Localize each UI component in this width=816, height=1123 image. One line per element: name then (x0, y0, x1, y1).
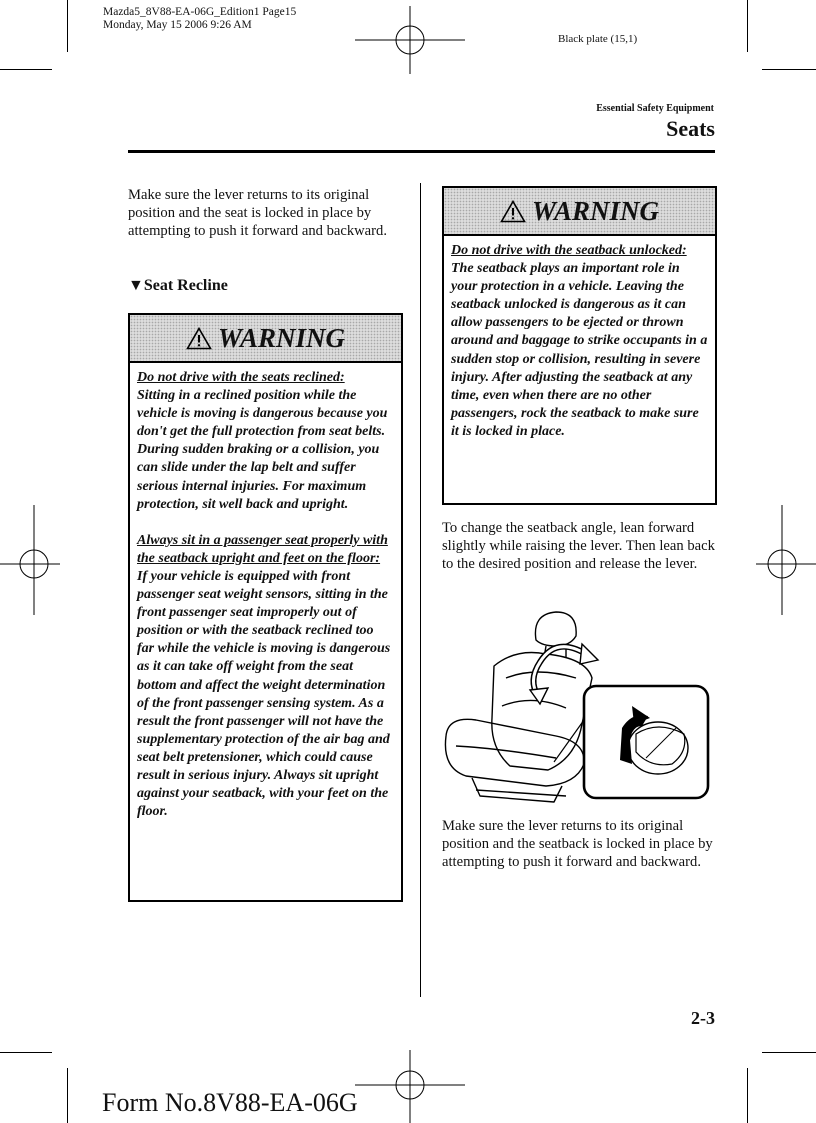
print-info (103, 6, 296, 32)
recline-instruction: To change the seatback angle, lean forward slightly while raising the lever. Then lean back to the desired position and release the lever. (442, 520, 715, 572)
registration-mark-left (0, 505, 60, 615)
warning-body (130, 363, 401, 827)
warning-header (130, 315, 401, 363)
column-divider (420, 183, 421, 997)
plate-label: Black plate (15,1) (558, 33, 638, 45)
registration-mark-bottom (355, 1050, 465, 1123)
warning-heading: Do not drive with the seatback unlocked: (451, 243, 687, 258)
subhead-label: Seat Recline (143, 277, 228, 294)
warning-text-2: If your vehicle is equipped with front passenger seat weight sensors, sitting in the front passenger seat improperly out of position or with the seatback reclined too far while the vehicle is moving is dangerous as it can take off weight from the seat bottom and affect the weight determination of the front passenger sensing system. As a result the front passenger will not have the supplementary protection of the air bag and seat belt pretensioner, which could cause result in serious injury. Always sit upright against your seatback, with your feet on the floor. (137, 568, 391, 820)
section-label: Essential Safety Equipment (596, 103, 714, 114)
warning-header (444, 188, 715, 236)
warning-triangle-icon (186, 327, 212, 350)
crop-mark (762, 69, 816, 70)
crop-mark (747, 0, 748, 52)
header-rule (128, 150, 715, 153)
registration-mark-right (756, 505, 816, 615)
crop-mark (67, 0, 68, 52)
warning-title: WARNING (531, 195, 660, 226)
crop-mark (762, 1052, 816, 1053)
seat-recline-lever-illustration (436, 608, 716, 808)
print-date-line: Monday, May 15 2006 9:26 AM (103, 19, 252, 31)
warning-text: The seatback plays an important role in your protection in a vehicle. Leaving the seatback unlocked is dangerous as it can allow passengers to be ejected or thrown around and baggage to strike occupants in a sudden stop or collision, resulting in severe injury. After adjusting the seatback at any time, even when there are no other passengers, rock the seatback to make sure it is locked in place. (451, 261, 708, 439)
warning-text-1: Sitting in a reclined position while the vehicle is moving is dangerous because you don't get the full protection from seat belts. During sudden braking or a collision, you can slide under the lap belt and suffer serious internal injuries. For maximum protection, sit well back and upright. (137, 388, 388, 512)
warning-body (444, 236, 715, 447)
form-number: Form No.8V88-EA-06G (102, 1088, 358, 1117)
warning-heading-1: Do not drive with the seats reclined: (137, 370, 345, 385)
crop-mark (67, 1068, 68, 1123)
closing-instruction: Make sure the lever returns to its original position and the seatback is locked in place by attempting to push it forward and backward. (442, 818, 713, 870)
left-intro: Make sure the lever returns to its original position and the seat is locked in place by attempting to push it forward and backward. (128, 187, 387, 239)
registration-mark-top (355, 6, 465, 74)
warning-title: WARNING (217, 322, 346, 353)
print-file-line: Mazda5_8V88-EA-06G_Edition1 Page15 (103, 6, 297, 18)
warning-heading-2: Always sit in a passenger seat properly with the seatback upright and feet on the floor: (137, 532, 388, 566)
crop-mark (747, 1068, 748, 1123)
triangle-down-icon: ▼ (128, 277, 144, 294)
warning-box-left (128, 313, 403, 902)
subhead-seat-recline (128, 277, 228, 295)
page-title: Seats (666, 116, 715, 141)
crop-mark (0, 69, 52, 70)
warning-box-right (442, 186, 717, 505)
crop-mark (0, 1052, 52, 1053)
page-number: 2-3 (691, 1008, 715, 1028)
warning-triangle-icon (500, 200, 526, 223)
